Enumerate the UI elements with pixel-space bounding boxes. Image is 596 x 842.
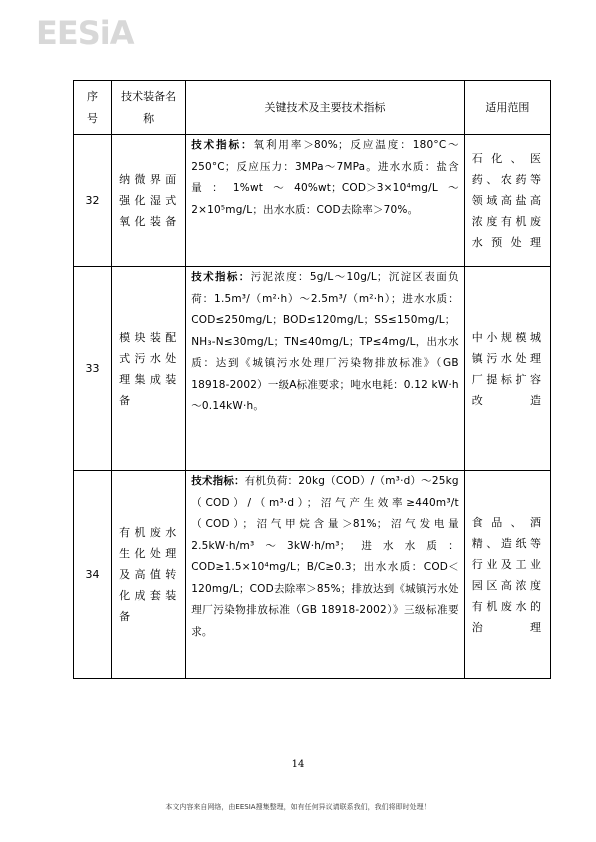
spec-label: 技术指标： — [191, 475, 245, 487]
table-row — [74, 471, 551, 679]
application-scope: 食品、酒精、造纸等行业及工业园区高浓度有机废水的治理 — [464, 471, 550, 679]
application-scope: 石化、医药、农药等领域高盐高浓度有机废水预处理 — [464, 135, 550, 267]
spec-text: 污泥浓度：5g/L～10g/L；沉淀区表面负荷：1.5m³/（m²·h）～2.5m³/（m²·h）；进水水质：COD≤250mg/L；BOD≤120mg/L；SS≤150mg/L；NH₃-N≤30mg/L；TN≤40mg/L；TP≤4mg/L，出水水质：达到《城镇污水处理厂污染物排放标准》（GB 18918-2002）一级A标准要求；吨水电耗：0.12 kW·h～0.14kW·h。 — [191, 271, 459, 412]
technical-spec — [186, 135, 465, 267]
table-row — [74, 135, 551, 267]
spec-label: 技术指标： — [191, 139, 254, 151]
technical-spec — [186, 471, 465, 679]
header-spec: 关键技术及主要技术指标 — [186, 81, 465, 135]
equipment-name: 有机废水生化处理及高值转化成套装备 — [112, 471, 186, 679]
spec-text: 有机负荷：20kg（COD）/（m³·d）～25kg（COD）/（m³·d）；沼气产生效率≥440m³/t（COD）；沼气甲烷含量＞81%；沼气发电量2.5kW·h/m³～3kW·h/m³；进水水质：COD≥1.5×10⁴mg/L；B/C≥0.3；出水水质：COD＜120mg/L；COD去除率＞85%；排放达到《城镇污水处理厂污染物排放标准（GB 18918-2002）》三级标准要求。 — [191, 475, 459, 638]
header-scope: 适用范围 — [464, 81, 550, 135]
eesia-logo: EESiA — [36, 14, 134, 52]
row-number: 32 — [74, 135, 112, 267]
row-number: 34 — [74, 471, 112, 679]
table-header-row — [74, 81, 551, 135]
header-no: 序号 — [74, 81, 112, 135]
row-number: 33 — [74, 267, 112, 471]
footer-note: 本文内容来自网络，由EESIA搜集整理，如有任何异议请联系我们，我们将即时处理！ — [165, 803, 431, 811]
application-scope: 中小规模城镇污水处理厂提标扩容改造 — [464, 267, 550, 471]
equipment-spec-table — [73, 80, 551, 679]
spec-label: 技术指标： — [191, 271, 251, 283]
table-row — [74, 267, 551, 471]
equipment-name: 模块装配式污水处理集成装备 — [112, 267, 186, 471]
spec-text: 氧利用率＞80%；反应温度：180°C～250°C；反应压力：3MPa～7MPa。进水水质：盐含量：1%wt～40%wt；COD＞3×10⁴mg/L～2×10⁵mg/L；出水水质：COD去除率＞70%。 — [191, 139, 459, 216]
page-number: 14 — [291, 759, 305, 770]
equipment-name: 纳微界面强化湿式氧化装备 — [112, 135, 186, 267]
technical-spec — [186, 267, 465, 471]
header-name: 技术装备名称 — [112, 81, 186, 135]
